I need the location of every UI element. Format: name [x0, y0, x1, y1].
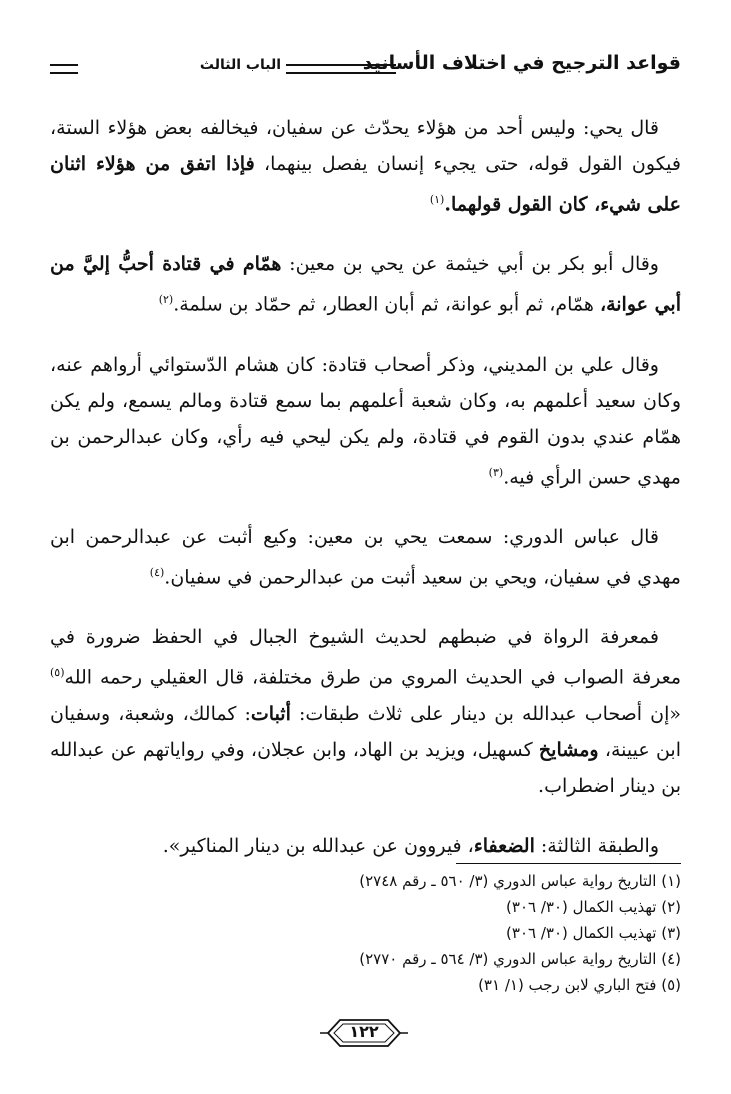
footnote-ref[interactable]: (٥): [50, 666, 65, 680]
footnote-ref[interactable]: (١): [429, 193, 445, 206]
bold-term: الضعفاء: [473, 834, 535, 857]
footnote-ref[interactable]: (٤): [149, 565, 165, 579]
page-number-frame: [318, 1016, 410, 1050]
paragraph-text: قال يحي: وليس أحد من هؤلاء يحدّث عن سفيان، فيخالفه بعض هؤلاء الستة، فيكون القول قوله، حتى يجيء إنسان يفصل بينهما،: [50, 117, 682, 175]
footnote-item: (١) التاريخ رواية عباس الدوري (٣/ ٥٦٠ ـ رقم ٢٧٤٨): [359, 872, 681, 890]
paragraph-text: كسهيل، ويزيد بن الهاد، وابن عجلان، وفي رواياتهم عن عبدالله بن دينار اضطراب.: [50, 738, 681, 797]
paragraph-text: وقال أبو بكر بن أبي خيثمة عن يحي بن معين:: [281, 253, 659, 276]
footnote-ref[interactable]: (٢): [158, 293, 174, 307]
paragraph-text: : كمالك، وشعبة، وسفيان ابن عيينة،: [50, 702, 681, 761]
bold-phrase: فإذا اتفق من هؤلاء اثنان على شيء، كان القول قولهما.: [50, 153, 681, 216]
paragraph-4: [50, 519, 681, 595]
bold-term: أثبات: [250, 702, 291, 725]
chapter-title: الباب الثالث: [199, 57, 281, 73]
paragraph-2: [50, 246, 681, 322]
paragraph-text: والطبقة الثالثة:: [534, 834, 659, 857]
main-text: [50, 110, 681, 888]
paragraph-1: [50, 110, 681, 222]
bold-term: ومشايخ: [538, 738, 599, 761]
footnotes: [250, 868, 681, 998]
footnote-item: (٢) تهذيب الكمال (٣٠/ ٣٠٦): [506, 898, 681, 916]
header-rule: [286, 64, 396, 74]
paragraph-6: [50, 828, 681, 864]
running-header: [50, 48, 681, 88]
footnote-item: (٥) فتح الباري لابن رجب (١/ ٣١): [478, 976, 681, 994]
paragraph-text: وقال علي بن المديني، وذكر أصحاب قتادة: كان هشام الدّستوائي أرواهم عنه، وكان سعيد أعلمهم به، وكان شعبة أعلمهم بما سمع قتادة ومالم يسمع، ولم يكن همّام عندي بدون القوم في قتادة، ولم يكن ليحي فيه رأي، وكان عبدالرحمن بن مهدي حسن الرأي فيه.: [50, 353, 681, 488]
paragraph-3: [50, 347, 681, 495]
header-rule-end: [50, 64, 78, 74]
footnote-separator: [456, 863, 681, 864]
footnote-ref[interactable]: (٣): [488, 465, 504, 479]
bold-phrase: همّام في قتادة أحبُّ إليَّ من أبي عوانة،: [50, 253, 681, 316]
footnote-item: (٤) التاريخ رواية عباس الدوري (٣/ ٥٦٤ ـ رقم ٢٧٧٠): [359, 950, 681, 968]
footnote-item: (٣) تهذيب الكمال (٣٠/ ٣٠٦): [506, 924, 681, 942]
paragraph-text: «إن أصحاب عبدالله بن دينار على ثلاث طبقات:: [290, 702, 681, 725]
paragraph-text: فمعرفة الرواة في ضبطهم لحديث الشيوخ الجبال في الحفظ ضرورة في معرفة الصواب في الحديث المروي من طرق مختلفة، قال العقيلي رحمه الله: [50, 626, 681, 689]
paragraph-5: [50, 619, 681, 803]
book-title: قواعد الترجيح في اختلاف الأسانيد: [362, 52, 681, 74]
paragraph-text: قال عباس الدوري: سمعت يحي بن معين: وكيع أثبت عن عبدالرحمن ابن مهدي في سفيان، ويحي بن سعيد أثبت من عبدالرحمن في سفيان.: [50, 525, 681, 589]
paragraph-text: ، فيروون عن عبدالله بن دينار المناكير».: [162, 834, 474, 857]
page-number: ١٢٢: [349, 1022, 379, 1041]
paragraph-text: همّام، ثم أبو عوانة، ثم أبان العطار، ثم حمّاد بن سلمة.: [173, 293, 600, 316]
